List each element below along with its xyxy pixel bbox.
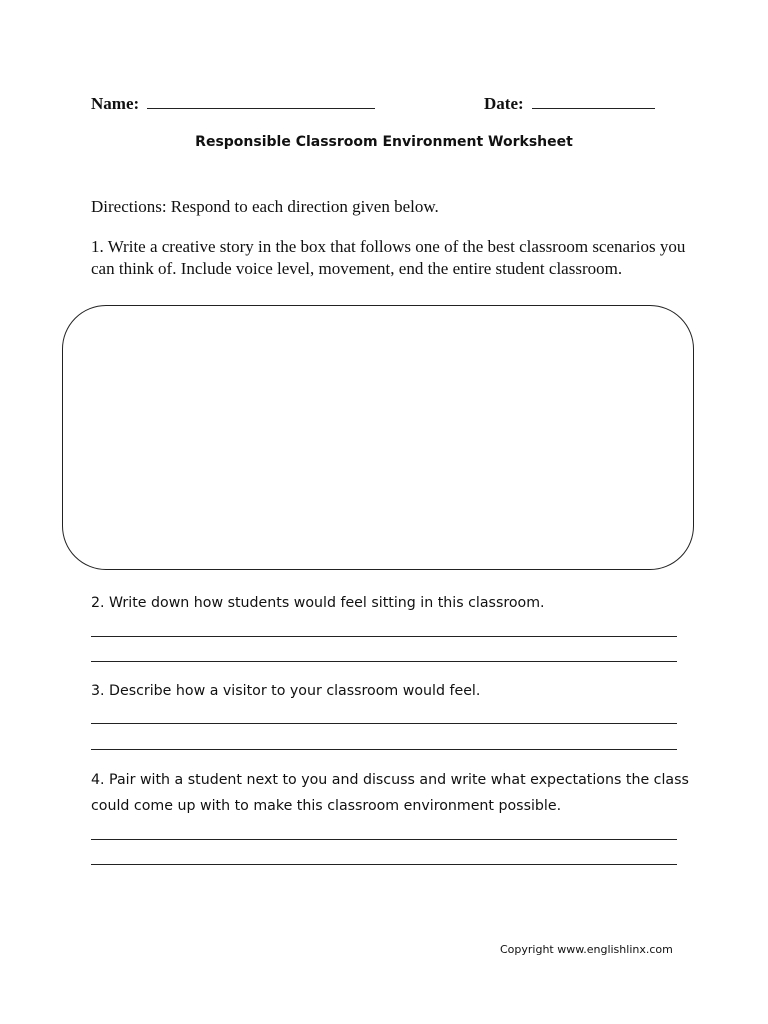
name-label: Name:	[91, 94, 140, 113]
directions-text: Directions: Respond to each direction given below.	[91, 197, 439, 216]
answer-line[interactable]	[91, 839, 677, 840]
answer-line[interactable]	[91, 723, 677, 724]
worksheet-title: Responsible Classroom Environment Worksheet	[195, 134, 573, 150]
date-blank[interactable]	[532, 94, 655, 109]
question-2: 2. Write down how students would feel sitting in this classroom.	[91, 595, 545, 611]
date-field	[484, 94, 655, 114]
story-answer-box[interactable]	[62, 305, 694, 570]
answer-line[interactable]	[91, 749, 677, 750]
answer-line[interactable]	[91, 661, 677, 662]
question-3: 3. Describe how a visitor to your classroom would feel.	[91, 683, 481, 699]
answer-line[interactable]	[91, 636, 677, 637]
answer-line[interactable]	[91, 864, 677, 865]
question-4: 4. Pair with a student next to you and discuss and write what expectations the class could come up with to make this classroom environment possible.	[91, 772, 689, 814]
date-label: Date:	[484, 94, 524, 113]
name-field	[91, 94, 375, 114]
name-blank[interactable]	[147, 94, 375, 109]
copyright-notice: Copyright www.englishlinx.com	[500, 943, 673, 956]
question-1: 1. Write a creative story in the box that follows one of the best classroom scenarios you can think of. Include voice level, movement, end the entire student classroom.	[91, 237, 686, 278]
